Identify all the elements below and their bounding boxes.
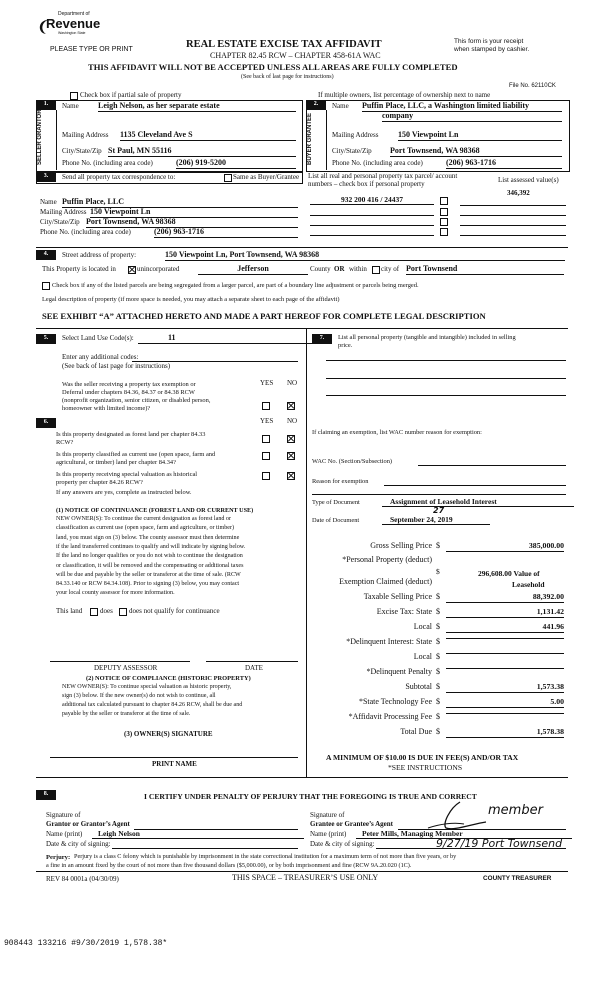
fee-dollar-dstate: $ [436, 637, 440, 646]
fee-label-dpenalty: *Delinquent Penalty [366, 667, 432, 676]
sec3-city-label: City/State/Zip [40, 218, 80, 226]
notice-continuance-line: land, you must sign on (3) below. The county assessor must then determine [56, 534, 240, 541]
personal-property-checkbox-1[interactable] [440, 197, 448, 205]
form-title: REAL ESTATE EXCISE TAX AFFIDAVIT [186, 39, 382, 50]
exempt-question-4: homeowner with limited income)? [62, 405, 151, 412]
land-use-label: Select Land Use Code(s): [62, 334, 134, 342]
assessed-label: List assessed value(s) [498, 176, 559, 184]
exempt-yes-checkbox[interactable] [262, 402, 270, 410]
forest-question-1: Is this property designated as forest land per chapter 84.33 [56, 431, 206, 438]
street-field[interactable]: 150 Viewpoint Ln, Port Townsend, WA 98368 [165, 251, 565, 261]
receipt-note-2: when stamped by cashier. [454, 46, 530, 53]
notice-continuance-line: If the land no longer qualifies or you do not wish to continue the designation [56, 553, 243, 560]
section-2-number: 2. [306, 100, 326, 110]
treasurer-space-label: THIS SPACE – TREASURER’S USE ONLY [232, 873, 379, 882]
section-8-number: 8. [36, 790, 56, 800]
see-instructions: *SEE INSTRUCTIONS [388, 763, 463, 772]
grantee-name-label: Name (print) [310, 830, 347, 838]
fee-dollar-state: $ [436, 607, 440, 616]
wac-label: WAC No. (Section/Subsection) [312, 458, 393, 465]
street-label: Street address of property: [62, 251, 137, 259]
buyer-mail-label: Mailing Address [332, 131, 379, 139]
fee-value-local[interactable]: 441.96 [446, 623, 564, 633]
sec5-no-header: NO [287, 379, 298, 387]
fee-value-gross[interactable]: 385,000.00 [446, 542, 564, 552]
correspondence-label: Send all property tax correspondence to: [62, 173, 176, 181]
seller-name-field[interactable]: Leigh Nelson, as her separate estate [98, 102, 296, 112]
please-type: PLEASE TYPE OR PRINT [50, 46, 133, 53]
doc-date-field[interactable]: September 24, 2019 [382, 516, 490, 525]
historic-yes-checkbox[interactable] [262, 472, 270, 480]
sec3-name-field[interactable]: Puffin Place, LLC [62, 198, 298, 208]
dept-line3: Washington State [58, 31, 86, 35]
fee-dollar-taxable: $ [436, 592, 440, 601]
fee-label-exemption: Exemption Claimed (deduct) [339, 577, 432, 586]
doc-type-label: Type of Document [312, 499, 360, 506]
print-name-label: PRINT NAME [152, 760, 197, 768]
notice-compliance-line: NEW OWNER(S): To continue special valuation as historic property, [62, 684, 232, 690]
dept-line2: Revenue [46, 16, 101, 31]
fee-label-state: Excise Tax: State [376, 607, 432, 616]
segregated-checkbox[interactable] [42, 282, 50, 290]
forest-yes-checkbox[interactable] [262, 435, 270, 443]
fee-value-tech[interactable]: 5.00 [446, 698, 564, 708]
doc-type-field[interactable]: Assignment of Leasehold Interest [382, 498, 574, 507]
fee-label-gross: Gross Selling Price [370, 541, 432, 550]
fee-dollar-local: $ [436, 622, 440, 631]
buyer-name-field-1[interactable]: Puffin Place, LLC, a Washington limited liability [362, 102, 562, 112]
segregated-label: Check box if any of the listed parcels are being segregated from a larger parcel, are part of a boundary line adjustment or parcels being merged. [52, 282, 419, 289]
fee-dollar-dlocal: $ [436, 652, 440, 661]
located-label: This Property is located in [42, 265, 116, 273]
sec5-see-back: (See back of last page for instructions) [62, 362, 171, 370]
grantee-signature-of: Signature of [310, 811, 345, 819]
receipt-note-1: This form is your receipt [454, 38, 524, 45]
fee-label-dstate: *Delinquent Interest: State [346, 637, 432, 646]
certify-statement: I CERTIFY UNDER PENALTY OF PERJURY THAT THE FOREGOING IS TRUE AND CORRECT [144, 792, 477, 801]
see-back: (See back of last page for instructions) [241, 74, 334, 80]
fee-value-state[interactable]: 1,131.42 [446, 608, 564, 618]
section-6-number: 6. [36, 418, 56, 428]
section-1-number: 1. [36, 100, 56, 110]
fee-value-dstate[interactable] [446, 638, 564, 639]
additional-codes-label: Enter any additional codes: [62, 353, 139, 361]
perjury-text-1: Perjury is a class C felony which is punishable by imprisonment in the state correctional institution for a maximum term of not more than five years, or by [74, 853, 457, 860]
personal-property-dollar: $ [436, 567, 440, 576]
fee-label-local: Local [413, 622, 432, 631]
buyer-mail-field[interactable]: 150 Viewpoint Ln [398, 131, 562, 141]
land-does-label: does [100, 607, 113, 615]
personal-property-label-1: List all personal property (tangible and intangible) included in selling [338, 334, 516, 341]
sec5-yes-header: YES [260, 379, 274, 387]
fee-value-taxable[interactable]: 88,392.00 [446, 593, 564, 603]
grantor-date-city-label: Date & city of signing: [46, 840, 111, 848]
fee-dollar-affidavit: $ [436, 712, 440, 721]
exempt-question-3: (nonprofit organization, senior citizen, or disabled person, [62, 397, 211, 404]
buyer-name-field-2[interactable]: company [382, 112, 562, 122]
reason-label: Reason for exemption [312, 478, 369, 485]
buyer-name-label: Name [332, 102, 349, 110]
fee-dollar-tech: $ [436, 697, 440, 706]
fee-label-dlocal: Local [413, 652, 432, 661]
exempt-question-2: Deferral under chapters 84.36, 84.37 or 84.38 RCW [62, 389, 195, 396]
seller-phone-field[interactable]: (206) 919-5200 [176, 159, 296, 169]
partial-sale-checkbox[interactable] [70, 92, 78, 100]
exempt-question-1: Was the seller receiving a property tax exemption or [62, 381, 196, 388]
personal-property-label-2: price. [338, 342, 353, 349]
legal-description-label: Legal description of property (if more space is needed, you may attach a separate sheet to each page of the affidavit) [42, 296, 340, 303]
wac-field[interactable] [418, 465, 566, 466]
current-use-no-checkbox[interactable] [287, 452, 295, 460]
section-5-number: 5. [36, 334, 56, 344]
dept-line1: Department of [58, 11, 90, 17]
file-number: File No. 62110CK [509, 83, 556, 89]
personal-property-checkbox-4[interactable] [440, 228, 448, 236]
same-as-buyer-label: Same as Buyer/Grantee [233, 173, 300, 181]
fee-value-total[interactable]: 1,578.38 [446, 728, 564, 738]
section-4-number: 4. [36, 250, 56, 260]
perjury-text-2: a fine in an amount fixed by the court of not more than five thousand dollars ($5,000.00), or by both imprisonment and fine (RCW 9A.20.020 (1C). [46, 862, 412, 869]
city-of-label: city of [381, 265, 400, 273]
county-label: County [310, 265, 331, 273]
city-checkbox[interactable] [372, 266, 380, 274]
notice-compliance-line: payable by the seller or transferor at the time of sale. [62, 711, 191, 717]
grantee-agent-label: Grantee or Grantee’s Agent [310, 820, 394, 828]
same-as-buyer-checkbox[interactable] [224, 174, 232, 182]
exemption-claim-label: If claiming an exemption, list WAC number reason for exemption: [312, 429, 482, 436]
buyer-side-label: BUYER GRANTEE [307, 112, 313, 165]
land-does-not-checkbox[interactable] [119, 608, 127, 616]
account-number-field[interactable]: 932 200 416 / 24437 [310, 196, 434, 205]
sec3-phone-field[interactable]: (206) 963-1716 [154, 228, 298, 238]
sec3-mail-label: Mailing Address [40, 208, 87, 216]
form-warning: THIS AFFIDAVIT WILL NOT BE ACCEPTED UNLESS ALL AREAS ARE FULLY COMPLETED [88, 62, 458, 72]
fee-label-personal: *Personal Property (deduct) [342, 555, 432, 564]
deputy-assessor-label: DEPUTY ASSESSOR [94, 664, 158, 672]
treasurer-stamp: 908443 133216 #9/30/2019 1,578.38* [4, 939, 168, 948]
fee-label-total: Total Due [400, 727, 432, 736]
notice-continuance-line: 84.33.140 or RCW 84.34.108). Prior to signing (3) below, you may contact [56, 581, 240, 588]
grantee-date-handwritten: 9/27/19 Port Townsend [436, 837, 563, 850]
land-does-not-label: does not qualify for continuance [129, 607, 220, 615]
notice-compliance-title: (2) NOTICE OF COMPLIANCE (HISTORIC PROPERTY) [86, 675, 251, 682]
fee-value-dlocal[interactable] [446, 653, 564, 654]
notice-continuance-line: your local county assessor for more information. [56, 590, 175, 597]
grantee-name-field[interactable]: Peter Mills, Managing Member [356, 830, 572, 839]
or-label: OR [334, 265, 345, 273]
grantor-name-label: Name (print) [46, 830, 83, 838]
grantee-title-handwritten: member [488, 803, 543, 818]
section-7-number: 7. [312, 334, 332, 344]
current-use-question-2: agricultural, or timber) land per chapter 84.34? [56, 459, 176, 466]
fee-value-subtotal[interactable]: 1,573.38 [446, 683, 564, 693]
personal-property-checkbox-3[interactable] [440, 218, 448, 226]
accounts-label-1: List all real and personal property tax parcel/ account [308, 172, 458, 180]
notice-compliance-line: sign (3) below. If the new owner(s) do not wish to continue, all [62, 693, 216, 699]
fee-value-dpenalty[interactable] [446, 668, 564, 669]
owner-signature-label: (3) OWNER(S) SIGNATURE [124, 730, 213, 738]
assessed-value: 346,392 [507, 189, 530, 197]
county-treasurer-label: COUNTY TREASURER [483, 875, 552, 882]
sec6-no-header: NO [287, 417, 298, 425]
exempt-no-checkbox[interactable] [287, 402, 295, 410]
grantor-date-city-field[interactable] [112, 848, 298, 849]
buyer-phone-label: Phone No. (including area code) [332, 159, 423, 167]
unincorporated-checkbox[interactable] [128, 266, 136, 274]
grantor-name-field[interactable]: Leigh Nelson [92, 830, 304, 839]
notice-continuance-line: will be due and payable by the seller or transferor at the time of sale. (RCW [56, 571, 241, 578]
historic-question-1: Is this property receiving special valuation as historical [56, 471, 198, 478]
seller-mail-field[interactable]: 1135 Cleveland Ave S [120, 131, 296, 141]
fee-dollar-subtotal: $ [436, 682, 440, 691]
form-revision: REV 84 0001a (04/30/09) [46, 875, 119, 883]
seller-city-label: City/State/Zip [62, 147, 102, 155]
within-label: within [349, 265, 367, 273]
sec6-yes-header: YES [260, 417, 274, 425]
city-field[interactable]: Port Townsend [406, 265, 564, 275]
land-does-checkbox[interactable] [90, 608, 98, 616]
fee-label-subtotal: Subtotal [405, 682, 432, 691]
sec3-name-label: Name [40, 198, 57, 206]
fee-label-tech: *State Technology Fee [358, 697, 432, 706]
personal-property-note: 296,608.00 Value of [478, 569, 540, 578]
personal-property-checkbox-2[interactable] [440, 208, 448, 216]
current-use-yes-checkbox[interactable] [262, 452, 270, 460]
land-use-field[interactable]: 11 [138, 334, 328, 344]
seller-side-label: SELLER GRANTOR [37, 109, 43, 165]
notice-continuance-line: classification as current use (open space, farm and agriculture, or timber) [56, 525, 234, 532]
dor-logo [36, 11, 101, 38]
fee-dollar-dpenalty: $ [436, 667, 440, 676]
partial-sale-label: Check box if partial sale of property [80, 91, 182, 99]
notice-continuance-title: (1) NOTICE OF CONTINUANCE (FOREST LAND OR CURRENT USE) [56, 507, 254, 514]
seller-name-label: Name [62, 102, 79, 110]
grantor-agent-label: Grantor or Grantor’s Agent [46, 820, 130, 828]
buyer-city-label: City/State/Zip [332, 147, 372, 155]
grantee-date-city-label: Date & city of signing: [310, 840, 375, 848]
notice-continuance-line: if the land transferred continues to qualify and will indicate by signing below. [56, 543, 246, 550]
exhibit-reference: SEE EXHIBIT “A” ATTACHED HERETO AND MADE A PART HEREOF FOR COMPLETE LEGAL DESCRIPTION [42, 311, 486, 321]
seller-phone-label: Phone No. (including area code) [62, 159, 153, 167]
doc-date-handwritten: 27 [433, 506, 445, 515]
seller-mail-label: Mailing Address [62, 131, 109, 139]
minimum-fee-note: A MINIMUM OF $10.00 IS DUE IN FEE(S) AND/OR TAX [326, 753, 519, 762]
notice-continuance-line: or classification, it will be removed and the compensating or additional taxes [56, 562, 244, 569]
this-land-label: This land [56, 607, 83, 615]
accounts-label-2: numbers – check box if personal property [308, 180, 425, 188]
fee-dollar-total: $ [436, 727, 440, 736]
buyer-city-field[interactable]: Port Townsend, WA 98368 [390, 147, 562, 157]
sec3-mail-field[interactable]: 150 Viewpoint Ln [90, 208, 298, 218]
fee-label-taxable: Taxable Selling Price [363, 592, 432, 601]
buyer-phone-field[interactable]: (206) 963-1716 [446, 159, 562, 169]
notice-continuance-line: NEW OWNER(S): To continue the current designation as forest land or [56, 516, 232, 522]
fee-value-affidavit[interactable] [446, 713, 564, 714]
section-3-number: 3. [36, 172, 56, 182]
yes-instructions: If any answers are yes, complete as instructed below. [56, 489, 192, 496]
owner-signature-line[interactable] [50, 757, 298, 758]
multiple-owners-note: If multiple owners, list percentage of ownership next to name [318, 91, 491, 99]
forest-no-checkbox[interactable] [287, 435, 295, 443]
historic-no-checkbox[interactable] [287, 472, 295, 480]
reason-field[interactable] [384, 485, 566, 486]
exemption-claimed-value: Leasehold [512, 580, 545, 589]
current-use-question-1: Is this property classified as current use (open space, farm and [56, 451, 216, 458]
fee-dollar-gross: $ [436, 541, 440, 550]
perjury-label: Perjury: [46, 854, 71, 861]
forest-question-2: RCW? [56, 439, 74, 446]
county-field[interactable]: Jefferson [198, 265, 308, 275]
seller-city-field[interactable]: St Paul, MN 55116 [108, 147, 296, 157]
notice-compliance-line: additional tax calculated pursuant to chapter 84.26 RCW, shall be due and [62, 702, 243, 708]
assessor-date-label: DATE [245, 664, 263, 672]
historic-question-2: property per chapter 84.26 RCW? [56, 479, 143, 486]
grantee-signature [420, 798, 490, 834]
sec3-city-field[interactable]: Port Townsend, WA 98368 [86, 218, 298, 228]
grantor-signature-of: Signature of [46, 811, 81, 819]
doc-date-label: Date of Document [312, 517, 360, 524]
unincorporated-label: unincorporated [137, 265, 180, 273]
fee-label-affidavit: *Affidavit Processing Fee [348, 712, 432, 721]
form-chapter: CHAPTER 82.45 RCW – CHAPTER 458-61A WAC [210, 51, 381, 60]
sec3-phone-label: Phone No. (including area code) [40, 228, 131, 236]
